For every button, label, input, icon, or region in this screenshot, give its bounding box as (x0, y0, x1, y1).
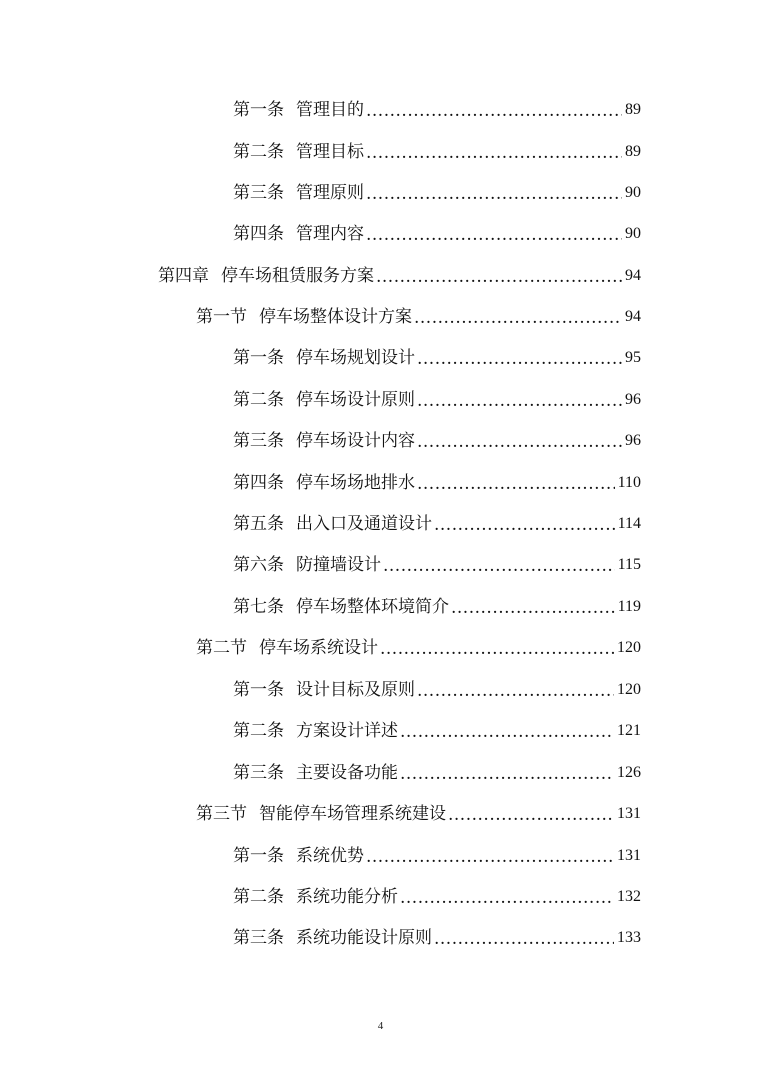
toc-entry-number: 第四章 (158, 266, 209, 286)
toc-entry[interactable] (233, 884, 641, 910)
toc-entry-number: 第二节 (196, 638, 247, 658)
toc-entry-number: 第三条 (233, 183, 284, 203)
toc-entry-page: 110 (617, 474, 641, 491)
toc-entry-number: 第三节 (196, 804, 247, 824)
toc-dot-leader (400, 761, 614, 787)
toc-dot-leader (414, 305, 622, 331)
toc-dot-leader (434, 512, 615, 538)
toc-dot-leader (366, 844, 614, 870)
toc-entry-title: 方案设计详述 (296, 721, 398, 741)
toc-entry[interactable] (233, 718, 641, 744)
toc-entry-number: 第二条 (233, 721, 284, 741)
page-number: 4 (377, 1020, 384, 1032)
toc-entry-section[interactable] (196, 304, 641, 330)
toc-entry-number: 第二条 (233, 887, 284, 907)
toc-entry-page: 90 (625, 225, 641, 242)
toc-entry-title: 管理原则 (296, 183, 364, 203)
toc-entry[interactable] (233, 594, 641, 620)
toc-entry-title: 主要设备功能 (296, 763, 398, 783)
toc-entry-number: 第七条 (233, 597, 284, 617)
toc-entry[interactable] (233, 925, 641, 951)
toc-entry-section[interactable] (196, 635, 641, 661)
toc-entry-section[interactable] (196, 801, 641, 827)
toc-entry[interactable] (233, 180, 641, 206)
toc-entry-number: 第六条 (233, 555, 284, 575)
toc-entry-title: 停车场设计内容 (296, 431, 415, 451)
toc-entry-page: 121 (617, 722, 641, 739)
toc-dot-leader (448, 802, 614, 828)
toc-entry-number: 第一条 (233, 348, 284, 368)
toc-entry-page: 114 (617, 515, 641, 532)
toc-entry[interactable] (233, 552, 641, 578)
toc-entry-title: 智能停车场管理系统建设 (259, 804, 446, 824)
toc-entry-page: 90 (625, 184, 641, 201)
toc-dot-leader (417, 678, 614, 704)
toc-entry-number: 第三条 (233, 928, 284, 948)
toc-entry-page: 131 (617, 847, 641, 864)
toc-entry-title: 防撞墙设计 (296, 555, 381, 575)
toc-entry-number: 第四条 (233, 224, 284, 244)
toc-entry-title: 设计目标及原则 (296, 680, 415, 700)
toc-dot-leader (383, 553, 615, 579)
toc-entry-page: 133 (617, 929, 641, 946)
toc-dot-leader (417, 346, 622, 372)
toc-dot-leader (417, 388, 622, 414)
toc-entry[interactable] (233, 387, 641, 413)
toc-entry[interactable] (233, 221, 641, 247)
toc-entry-page: 96 (625, 432, 641, 449)
toc-entry-title: 停车场场地排水 (296, 473, 415, 493)
toc-entry[interactable] (233, 428, 641, 454)
toc-entry-title: 停车场整体环境简介 (296, 597, 449, 617)
toc-entry-title: 停车场系统设计 (259, 638, 378, 658)
toc-entry[interactable] (233, 843, 641, 869)
toc-entry-number: 第三条 (233, 763, 284, 783)
toc-entry-title: 系统功能设计原则 (296, 928, 432, 948)
toc-entry-number: 第一条 (233, 680, 284, 700)
toc-entry-page: 94 (625, 267, 641, 284)
toc-entry-page: 131 (617, 805, 641, 822)
toc-entry-page: 89 (625, 101, 641, 118)
toc-entry-chapter[interactable] (158, 263, 641, 289)
toc-entry-number: 第一节 (196, 307, 247, 327)
toc-entry-number: 第三条 (233, 431, 284, 451)
toc-entry[interactable] (233, 139, 641, 165)
toc-dot-leader (366, 181, 622, 207)
toc-dot-leader (366, 140, 622, 166)
toc-entry-number: 第四条 (233, 473, 284, 493)
toc-entry-title: 管理目的 (296, 100, 364, 120)
toc-dot-leader (451, 595, 615, 621)
toc-dot-leader (376, 264, 622, 290)
toc-entry-title: 停车场整体设计方案 (259, 307, 412, 327)
toc-entry-page: 120 (617, 681, 641, 698)
toc-entry-title: 管理内容 (296, 224, 364, 244)
toc-entry-page: 119 (617, 598, 641, 615)
toc-entry-number: 第二条 (233, 142, 284, 162)
toc-entry-title: 系统优势 (296, 846, 364, 866)
toc-entry-page: 95 (625, 349, 641, 366)
toc-entry-number: 第二条 (233, 390, 284, 410)
toc-dot-leader (400, 885, 614, 911)
toc-entry-page: 96 (625, 391, 641, 408)
toc-entry[interactable] (233, 511, 641, 537)
toc-entry[interactable] (233, 470, 641, 496)
toc-entry-page: 126 (617, 764, 641, 781)
toc-dot-leader (366, 222, 622, 248)
toc-dot-leader (366, 98, 622, 124)
toc-entry-number: 第一条 (233, 100, 284, 120)
toc-dot-leader (400, 719, 614, 745)
toc-entry-page: 94 (625, 308, 641, 325)
toc-entry-title: 管理目标 (296, 142, 364, 162)
toc-entry[interactable] (233, 345, 641, 371)
toc-entry-page: 89 (625, 143, 641, 160)
toc-dot-leader (417, 429, 622, 455)
toc-entry[interactable] (233, 97, 641, 123)
toc-entry[interactable] (233, 677, 641, 703)
toc-entry-page: 115 (617, 556, 641, 573)
toc-entry-title: 出入口及通道设计 (296, 514, 432, 534)
toc-entry-title: 停车场租赁服务方案 (221, 266, 374, 286)
toc-dot-leader (434, 926, 614, 952)
toc-entry-title: 停车场设计原则 (296, 390, 415, 410)
toc-dot-leader (417, 471, 615, 497)
toc-dot-leader (380, 636, 614, 662)
toc-entry-number: 第一条 (233, 846, 284, 866)
toc-entry-page: 120 (617, 639, 641, 656)
toc-entry-title: 停车场规划设计 (296, 348, 415, 368)
toc-entry[interactable] (233, 760, 641, 786)
toc-entry-page: 132 (617, 888, 641, 905)
toc-entry-title: 系统功能分析 (296, 887, 398, 907)
toc-entry-number: 第五条 (233, 514, 284, 534)
